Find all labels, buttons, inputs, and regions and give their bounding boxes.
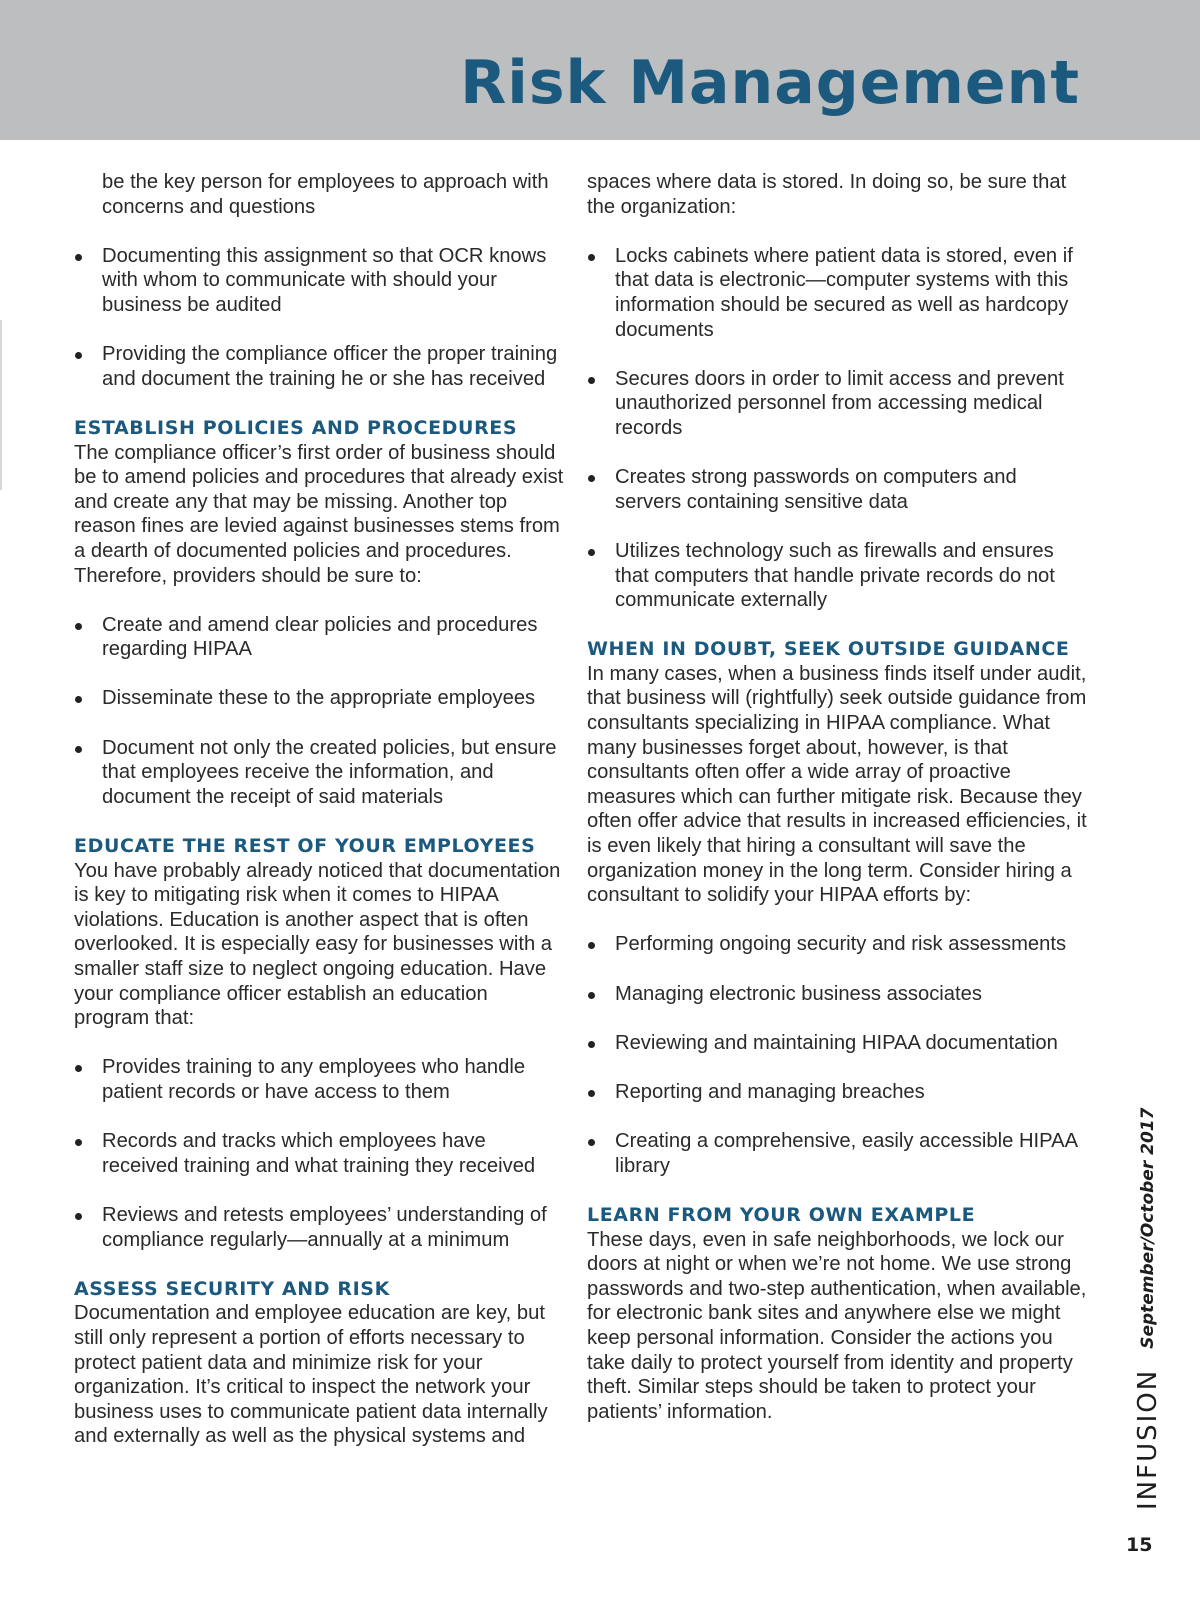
list-item: Records and tracks which employees have received training and what training they received [74,1129,564,1178]
page-title: Risk Management [460,48,1080,118]
section-heading-guidance: WHEN IN DOUBT, SEEK OUTSIDE GUIDANCE [587,638,1070,661]
sidebar-meta [1128,1107,1168,1510]
list-item: Providing the compliance officer the proper training and document the training he or she has received [74,342,564,391]
list-item: Creates strong passwords on computers and servers containing sensitive data [587,465,1087,514]
paragraph-assess: Documentation and employee education are key, but still only represent a portion of efforts necessary to protect patient data and minimize risk for your organization. It’s critical to inspect the network your business uses to communicate patient data internally and externally as well as the physical systems and [74,1302,548,1448]
bullet-list [587,244,1087,613]
paragraph-guidance: In many cases, when a business finds itself under audit, that business will (rightfully) seek outside guidance from consultants specializing in HIPAA compliance. What many businesses forget about, however, is that consultants often offer a wide array of proactive measures which can further mitigate risk. Because they often offer advice that results in increased efficiencies, it is even likely that hiring a consultant will save the organization money in the long term. Consider hiring a consultant to solidify your HIPAA efforts by: [587,662,1087,907]
list-item: Reviews and retests employees’ understanding of compliance regularly—annually at a minimum [74,1203,564,1252]
left-edge-rule [0,320,2,490]
bullet-list [74,244,564,392]
paragraph-educate: You have probably already noticed that documentation is key to mitigating risk when it comes to HIPAA violations. Education is another aspect that is often overlooked. It is especially easy for businesses with a smaller staff size to neglect ongoing education. Have your compliance officer establish an education program that: [74,859,561,1030]
section-heading-policies: ESTABLISH POLICIES AND PROCEDURES [74,416,518,439]
list-item: Documenting this assignment so that OCR knows with whom to communicate with should your business be audited [74,244,564,318]
magazine-logo: INFUSION [1133,1368,1163,1510]
paragraph-policies: The compliance officer’s first order of business should be to amend policies and procedures that already exist and create any that may be missing. Another top reason fines are levied against businesses stems from a dearth of documented policies and procedures. Therefore, providers should be sure to: [74,441,564,587]
list-item: Utilizes technology such as firewalls and ensures that computers that handle private records do not communicate externally [587,539,1087,613]
list-item: Create and amend clear policies and procedures regarding HIPAA [74,613,564,662]
section-heading-assess: ASSESS SECURITY AND RISK [74,1277,390,1300]
list-item: Secures doors in order to limit access and prevent unauthorized personnel from accessing medical records [587,367,1087,441]
list-item: Document not only the created policies, but ensure that employees receive the information, and document the receipt of said materials [74,736,564,810]
list-item: Locks cabinets where patient data is stored, even if that data is electronic—computer systems with this information should be secured as well as hardcopy documents [587,244,1087,342]
section-heading-educate: EDUCATE THE REST OF YOUR EMPLOYEES [74,835,536,858]
paragraph-continuation: spaces where data is stored. In doing so, be sure that the organization: [587,171,1067,218]
bullet-list [74,613,564,810]
list-item: Reporting and managing breaches [587,1080,1087,1105]
left-column [74,170,564,1449]
bullet-list [587,932,1087,1178]
issue-date: September/October 2017 [1138,1107,1158,1349]
page-number: 15 [1126,1534,1153,1556]
list-item: Managing electronic business associates [587,982,1087,1007]
right-column [587,170,1087,1424]
list-item: Provides training to any employees who handle patient records or have access to them [74,1055,564,1104]
list-item: Disseminate these to the appropriate employees [74,686,564,711]
list-item: Reviewing and maintaining HIPAA documentation [587,1031,1087,1056]
list-item: Creating a comprehensive, easily accessible HIPAA library [587,1129,1087,1178]
bullet-list [74,1055,564,1252]
section-heading-learn: LEARN FROM YOUR OWN EXAMPLE [587,1203,976,1226]
list-item: Performing ongoing security and risk assessments [587,932,1087,957]
intro-continuation: be the key person for employees to approach with concerns and questions [102,171,549,218]
paragraph-learn: These days, even in safe neighborhoods, we lock our doors at night or when we’re not home. We use strong passwords and two-step authentication, when available, for electronic bank sites and anywhere else we might keep personal information. Consider the actions you take daily to protect yourself from identity and property theft. Similar steps should be taken to protect your patients’ information. [587,1228,1087,1423]
